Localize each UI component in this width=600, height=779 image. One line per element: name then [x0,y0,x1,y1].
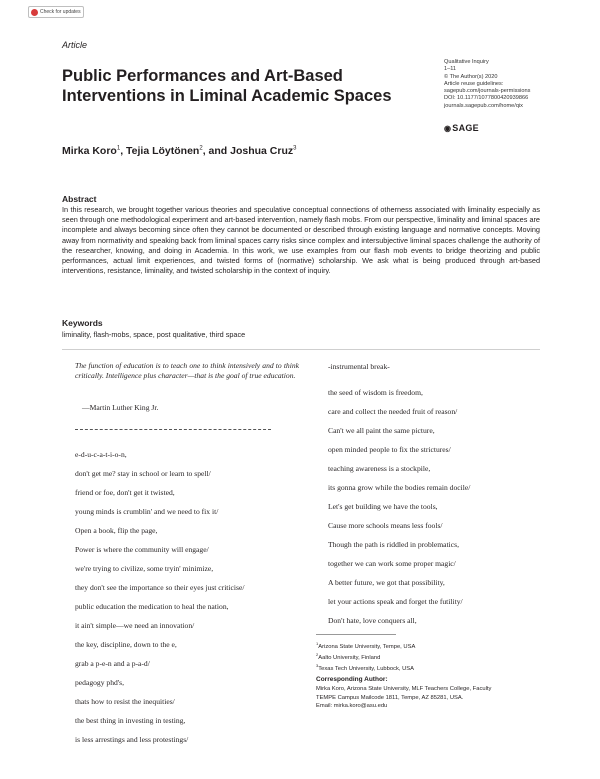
sage-logo-icon: ◉ [444,123,452,133]
update-icon [31,9,38,16]
author-list [62,145,296,157]
poem-line: the best thing in investing in testing, [75,716,186,725]
poem-line: care and collect the needed fruit of reason/ [328,407,458,416]
affiliation-text: Aalto University, Finland [318,655,381,662]
poem-line: Though the path is riddled in problematics, [328,540,459,549]
affiliation-mark: 2 [316,652,319,658]
poem-line: they don't see the importance so their eyes just criticise/ [75,583,245,592]
badge-label: Check for updates [40,9,81,15]
author-name: Tejia Löytönen [126,145,200,157]
copyright: © The Author(s) 2020 [444,73,498,80]
corresponding-author-line: TEMPE Campus Mailcode 1811, Tempe, AZ 85281, USA. [316,694,464,701]
abstract-text: In this research, we brought together various theories and speculative conceptual connections of otherness associated with liminality especially as seen through one methodological experiment and art-based intervention, namely flash mobs. From our perspective, liminality and liminal spaces are incomplete and always becoming since often they cannot be documented or described through existing language and normative concepts. Moving away from normativity and speaking back from liminal spaces carry risks since complex and intersubjective liminal spaces challenge the authority of the researcher, knowing, and doing in Academia. In this work, we use examples from our flash mob events to bridge theorizing and public performances, actual limit experiences, and twisted forms of (normative) scholarship. We ask what is being produced through art-based interventions, resistance, liminality, and twisted scholarship in the context of inquiry. [62,205,540,276]
corresponding-author-email[interactable]: Email: mirka.koro@asu.edu [316,703,388,710]
poem-line: we're trying to civilize, some tryin' minimize, [75,564,214,573]
section-divider [62,349,540,350]
permissions-link[interactable]: sagepub.com/journals-permissions [444,88,531,95]
poem-line: A better future, we got that possibility, [328,578,445,587]
poem-line: the key, discipline, down to the e, [75,640,177,649]
dashed-divider [75,429,271,430]
poem-line: young minds is crumblin' and we need to fix it/ [75,507,219,516]
poem-line: public education the medication to heal the nation, [75,602,229,611]
journal-meta [444,59,564,110]
abstract-heading: Abstract [62,194,97,204]
affiliation-mark: 2 [199,145,203,152]
affiliation-mark: 1 [116,145,121,152]
publisher-logo [444,123,479,133]
epigraph-quote: The function of education is to teach one to think intensively and to think critically. Intelligence plus character—that is the goal of true education. [75,361,299,381]
poem-section-header: -instrumental break- [328,362,390,371]
poem-line: pedagogy phd's, [75,678,125,687]
journal-home-link[interactable]: journals.sagepub.com/home/qix [444,102,523,109]
affiliation [316,640,415,651]
corresponding-author-details [316,685,546,711]
affiliation-text: Arizona State University, Tempe, USA [318,643,416,650]
publisher-name: SAGE [452,123,479,133]
corresponding-author-line: Mirka Koro, Arizona State University, MLF Teachers College, Faculty [316,686,492,692]
poem-line: Can't we all paint the same picture, [328,426,435,435]
poem-line: its gonna grow while the bodies remain docile/ [328,483,471,492]
poem-line: it ain't simple—we need an innovation/ [75,621,195,630]
keywords-text: liminality, flash-mobs, space, post qualitative, third space [62,330,246,339]
poem-line: the seed of wisdom is freedom, [328,388,423,397]
poem-line: open minded people to fix the strictures/ [328,445,451,454]
affiliation [316,662,415,673]
reuse-label: Article reuse guidelines: [444,80,504,87]
footnote-divider [316,634,396,635]
page-range: 1–11 [444,66,457,73]
poem-line: e-d-u-c-a-t-i-o-n, [75,450,127,459]
affiliation-mark: 3 [316,663,319,669]
affiliations [316,640,415,674]
affiliation-mark: 1 [316,641,319,646]
affiliation-text: Texas Tech University, Lubbock, USA [318,666,415,673]
affiliation [316,651,415,662]
poem-line: friend or foe, don't get it twisted, [75,488,175,497]
author-name: Mirka Koro [62,145,117,157]
keywords-heading: Keywords [62,318,103,328]
article-type-label: Article [62,40,88,50]
epigraph-attribution: —Martin Luther King Jr. [82,403,159,412]
poem-line: Let's get building we have the tools, [328,502,438,511]
doi-link[interactable]: DOI: 10.1177/1077800420939866 [444,95,529,102]
poem-line: Don't hate, love conquers all, [328,616,417,625]
poem-line: don't get me? stay in school or learn to spell/ [75,469,211,478]
poem-line: let your actions speak and forget the futility/ [328,597,463,606]
author-name: Joshua Cruz [230,145,294,157]
poem-line: Open a book, flip the page, [75,526,158,535]
author-separator: , and [202,145,231,157]
corresponding-author-heading: Corresponding Author: [316,676,388,683]
poem-line: is less arrestings and less protestings/ [75,735,189,744]
poem-line: Cause more schools means less fools/ [328,521,443,530]
poem-line: together we can work some proper magic/ [328,559,456,568]
affiliation-mark: 3 [293,145,297,152]
poem-line: teaching awareness is a stockpile, [328,464,431,473]
poem-line: thats how to resist the inequities/ [75,697,175,706]
poem-line: Power is where the community will engage/ [75,545,209,554]
poem-line: grab a p-e-n and a p-a-d/ [75,659,150,668]
author-separator: , [120,145,127,157]
journal-name: Qualitative Inquiry [444,59,489,65]
check-for-updates-badge[interactable] [28,6,84,18]
article-title: Public Performances and Art-Based Interventions in Liminal Academic Spaces [62,67,392,105]
